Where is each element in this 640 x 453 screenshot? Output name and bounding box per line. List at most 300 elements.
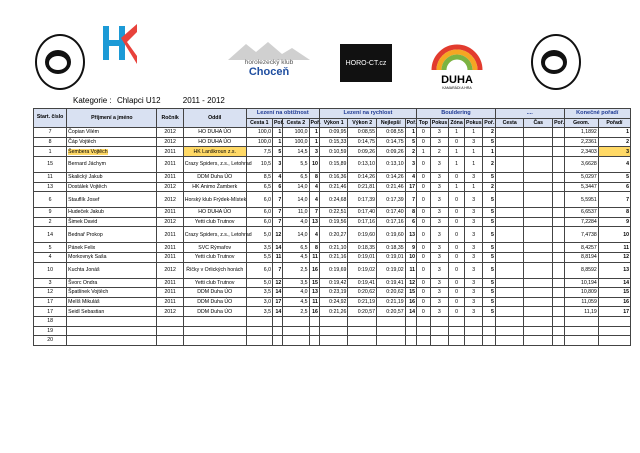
boulder-top-cell: 0 bbox=[417, 252, 431, 262]
speed-best-cell: 0:21,19 bbox=[377, 297, 406, 307]
monkey-logo-left bbox=[35, 34, 85, 90]
speed-run1-cell: 0:19,69 bbox=[319, 262, 348, 278]
year-cell: 2011 bbox=[157, 156, 183, 172]
boulder-top-attempts-cell: 3 bbox=[430, 172, 448, 182]
extra-time-cell bbox=[524, 208, 553, 218]
category-label: Kategorie : bbox=[73, 96, 112, 105]
horo-ct-logo bbox=[340, 44, 392, 82]
boulder-top-cell: 0 bbox=[417, 156, 431, 172]
start-cell: 9 bbox=[34, 208, 67, 218]
athlete-name: Hudeček Jakub bbox=[68, 209, 104, 216]
boulder-rank-cell: 5 bbox=[483, 278, 496, 288]
lead-route1-cell: 3,5 bbox=[246, 288, 272, 298]
table-row bbox=[34, 182, 631, 192]
start-cell: 18 bbox=[34, 316, 67, 326]
speed-rank-cell: 10 bbox=[405, 252, 416, 262]
lead-rank2-cell: 11 bbox=[309, 252, 319, 262]
boulder-top-cell: 0 bbox=[417, 208, 431, 218]
club-cell: HO DUHA ÚO bbox=[183, 137, 246, 147]
speed-run1-cell: 0:15,33 bbox=[319, 137, 348, 147]
col-club: Oddíl bbox=[183, 109, 246, 128]
speed-best-cell: 0:08,55 bbox=[377, 128, 406, 138]
speed-best-cell: 0:09,26 bbox=[377, 147, 406, 157]
boulder-zone-cell: 0 bbox=[449, 288, 465, 298]
speed-run2-cell: 0:20,57 bbox=[348, 307, 377, 317]
lead-route1-cell: 10,5 bbox=[246, 156, 272, 172]
boulder-top-cell: 0 bbox=[417, 278, 431, 288]
lead-route2-cell: 4,5 bbox=[283, 252, 309, 262]
lead-rank2-cell: 1 bbox=[309, 137, 319, 147]
final-order-cell: 9 bbox=[598, 217, 630, 227]
lead-route2-cell: 11,0 bbox=[283, 208, 309, 218]
lead-route1-cell: 3,0 bbox=[246, 297, 272, 307]
boulder-rank-cell bbox=[483, 326, 496, 336]
lead-route1-cell: 5,0 bbox=[246, 278, 272, 288]
speed-rank-cell: 7 bbox=[405, 192, 416, 208]
boulder-top-attempts-cell: 3 bbox=[430, 156, 448, 172]
boulder-zone-attempts-cell: 3 bbox=[465, 137, 483, 147]
speed-run1-cell: 0:24,92 bbox=[319, 297, 348, 307]
lead-route2-cell: 100,0 bbox=[283, 137, 309, 147]
start-cell: 15 bbox=[34, 156, 67, 172]
name-cell bbox=[67, 252, 157, 262]
lead-route2-cell: 4,0 bbox=[283, 217, 309, 227]
club-cell: DDM Duha ÚO bbox=[183, 307, 246, 317]
final-geom-cell: 11,059 bbox=[564, 297, 598, 307]
extra-route-cell bbox=[495, 243, 524, 253]
boulder-top-attempts-cell: 3 bbox=[430, 182, 448, 192]
speed-best-cell: 0:17,39 bbox=[377, 192, 406, 208]
hk-lanskroun-logo bbox=[97, 8, 141, 70]
lead-route1-cell: 100,0 bbox=[246, 137, 272, 147]
lead-route2-cell: 4,5 bbox=[283, 297, 309, 307]
final-geom-cell bbox=[564, 326, 598, 336]
extra-rank-cell bbox=[553, 307, 564, 317]
final-order-cell: 15 bbox=[598, 288, 630, 298]
boulder-zone-attempts-cell bbox=[465, 316, 483, 326]
speed-run2-cell: 0:20,62 bbox=[348, 288, 377, 298]
extra-rank-cell bbox=[553, 288, 564, 298]
boulder-zone-attempts-cell bbox=[465, 336, 483, 346]
club-cell: HO DUHA ÚO bbox=[183, 128, 246, 138]
final-order-cell: 8 bbox=[598, 208, 630, 218]
extra-time-cell bbox=[524, 288, 553, 298]
club-cell: Crazy Spiders, z.s., Letohrad bbox=[183, 227, 246, 243]
extra-time-cell bbox=[524, 336, 553, 346]
boulder-top-attempts-cell bbox=[430, 326, 448, 336]
boulder-zone-cell: 0 bbox=[449, 192, 465, 208]
extra-rank-cell bbox=[553, 316, 564, 326]
lead-rank1-cell: 4 bbox=[272, 172, 282, 182]
sub-c2: Cesta 2 bbox=[283, 118, 309, 128]
boulder-zone-cell bbox=[449, 336, 465, 346]
speed-run1-cell: 0:16,36 bbox=[319, 172, 348, 182]
final-geom-cell: 5,3447 bbox=[564, 182, 598, 192]
year-cell: 2011 bbox=[157, 278, 183, 288]
lead-route2-cell: 14,0 bbox=[283, 182, 309, 192]
extra-rank-cell bbox=[553, 297, 564, 307]
boulder-zone-attempts-cell: 1 bbox=[465, 156, 483, 172]
boulder-top-cell: 1 bbox=[417, 147, 431, 157]
extra-route-cell bbox=[495, 182, 524, 192]
extra-route-cell bbox=[495, 128, 524, 138]
lead-route1-cell: 7,5 bbox=[246, 147, 272, 157]
lead-route2-cell: 2,5 bbox=[283, 307, 309, 317]
lead-rank2-cell bbox=[309, 316, 319, 326]
speed-run2-cell: 0:21,19 bbox=[348, 297, 377, 307]
extra-time-cell bbox=[524, 326, 553, 336]
extra-route-cell bbox=[495, 288, 524, 298]
boulder-rank-cell: 5 bbox=[483, 137, 496, 147]
boulder-top-attempts-cell: 3 bbox=[430, 278, 448, 288]
table-row bbox=[34, 307, 631, 317]
lead-route1-cell: 8,5 bbox=[246, 172, 272, 182]
lead-route2-cell: 14,0 bbox=[283, 192, 309, 208]
speed-best-cell: 0:18,35 bbox=[377, 243, 406, 253]
speed-run2-cell: 0:17,40 bbox=[348, 208, 377, 218]
extra-time-cell bbox=[524, 182, 553, 192]
extra-time-cell bbox=[524, 147, 553, 157]
year-cell bbox=[157, 316, 183, 326]
boulder-zone-cell: 0 bbox=[449, 227, 465, 243]
boulder-rank-cell: 5 bbox=[483, 172, 496, 182]
extra-rank-cell bbox=[553, 278, 564, 288]
speed-run2-cell: 0:18,35 bbox=[348, 243, 377, 253]
lead-route2-cell: 14,0 bbox=[283, 227, 309, 243]
lead-rank1-cell: 12 bbox=[272, 278, 282, 288]
speed-best-cell: 0:17,40 bbox=[377, 208, 406, 218]
extra-rank-cell bbox=[553, 182, 564, 192]
category-years: 2011 - 2012 bbox=[182, 96, 225, 105]
lead-rank1-cell bbox=[272, 316, 282, 326]
sub-geom: Geom. bbox=[564, 118, 598, 128]
extra-route-cell bbox=[495, 252, 524, 262]
boulder-rank-cell bbox=[483, 316, 496, 326]
speed-run1-cell: 0:20,27 bbox=[319, 227, 348, 243]
speed-run1-cell: 0:19,56 bbox=[319, 217, 348, 227]
extra-rank-cell bbox=[553, 336, 564, 346]
club-cell: Horský klub Frýdek-Místek bbox=[183, 192, 246, 208]
boulder-rank-cell bbox=[483, 336, 496, 346]
final-geom-cell bbox=[564, 336, 598, 346]
final-geom-cell: 11,19 bbox=[564, 307, 598, 317]
sub-bp: Poř. bbox=[484, 119, 495, 126]
speed-run2-cell: 0:09,26 bbox=[348, 147, 377, 157]
speed-best-cell bbox=[377, 336, 406, 346]
extra-rank-cell bbox=[553, 243, 564, 253]
lead-rank2-cell: 15 bbox=[309, 278, 319, 288]
final-geom-cell: 7,4738 bbox=[564, 227, 598, 243]
final-order-cell: 11 bbox=[598, 243, 630, 253]
table-row bbox=[34, 147, 631, 157]
name-cell bbox=[67, 192, 157, 208]
group-lead: Lezení na obtížnost bbox=[246, 109, 319, 119]
start-cell: 3 bbox=[34, 278, 67, 288]
boulder-top-cell: 0 bbox=[417, 243, 431, 253]
lead-rank2-cell: 8 bbox=[309, 243, 319, 253]
sub-top: Top bbox=[417, 118, 431, 128]
name-cell bbox=[67, 336, 157, 346]
sub-pt: Pokus bbox=[431, 119, 448, 126]
sub-best: Nejlepší bbox=[377, 118, 406, 128]
boulder-rank-cell: 5 bbox=[483, 217, 496, 227]
extra-route-cell bbox=[495, 316, 524, 326]
final-order-cell: 5 bbox=[598, 172, 630, 182]
table-row bbox=[34, 172, 631, 182]
boulder-top-attempts-cell: 3 bbox=[430, 217, 448, 227]
club-cell bbox=[183, 326, 246, 336]
final-order-cell: 3 bbox=[598, 147, 630, 157]
sub-sp: Poř. bbox=[406, 119, 417, 126]
club-cell: Yetti club Trutnov bbox=[183, 217, 246, 227]
final-geom-cell: 8,8592 bbox=[564, 262, 598, 278]
name-cell bbox=[67, 227, 157, 243]
final-geom-cell: 5,0297 bbox=[564, 172, 598, 182]
horo-ct-text: HORO-CT.cz bbox=[345, 59, 387, 67]
boulder-top-attempts-cell: 3 bbox=[430, 252, 448, 262]
extra-route-cell bbox=[495, 307, 524, 317]
name-cell bbox=[67, 316, 157, 326]
boulder-zone-cell: 1 bbox=[449, 128, 465, 138]
club-cell: SVC Rýmařov bbox=[183, 243, 246, 253]
speed-run1-cell bbox=[319, 316, 348, 326]
extra-route-cell bbox=[495, 208, 524, 218]
start-cell: 10 bbox=[34, 262, 67, 278]
speed-rank-cell: 6 bbox=[405, 217, 416, 227]
start-cell: 2 bbox=[34, 217, 67, 227]
table-row bbox=[34, 288, 631, 298]
final-geom-cell: 10,194 bbox=[564, 278, 598, 288]
start-cell: 17 bbox=[34, 297, 67, 307]
boulder-rank-cell: 5 bbox=[483, 208, 496, 218]
table-row bbox=[34, 156, 631, 172]
table-row bbox=[34, 252, 631, 262]
lead-route2-cell: 5,5 bbox=[283, 156, 309, 172]
boulder-zone-cell bbox=[449, 316, 465, 326]
speed-rank-cell: 11 bbox=[405, 262, 416, 278]
boulder-top-cell: 0 bbox=[417, 217, 431, 227]
start-cell: 13 bbox=[34, 182, 67, 192]
speed-rank-cell: 12 bbox=[405, 278, 416, 288]
speed-run1-cell: 0:23,19 bbox=[319, 288, 348, 298]
extra-rank-cell bbox=[553, 156, 564, 172]
final-order-cell: 12 bbox=[598, 252, 630, 262]
athlete-name: Čopian Vilém bbox=[68, 129, 99, 136]
final-order-cell: 13 bbox=[598, 262, 630, 278]
boulder-top-cell: 0 bbox=[417, 262, 431, 278]
boulder-zone-attempts-cell: 3 bbox=[465, 288, 483, 298]
extra-rank-cell bbox=[553, 147, 564, 157]
speed-best-cell: 0:21,46 bbox=[377, 182, 406, 192]
sub-dp: Poř. bbox=[554, 119, 565, 126]
speed-best-cell: 0:17,16 bbox=[377, 217, 406, 227]
logo-strip bbox=[0, 0, 640, 95]
final-geom-cell: 8,4257 bbox=[564, 243, 598, 253]
boulder-zone-cell: 1 bbox=[449, 147, 465, 157]
extra-rank-cell bbox=[553, 192, 564, 208]
boulder-top-attempts-cell: 3 bbox=[430, 288, 448, 298]
name-cell bbox=[67, 208, 157, 218]
table-row bbox=[34, 137, 631, 147]
final-order-cell: 2 bbox=[598, 137, 630, 147]
lead-rank2-cell: 4 bbox=[309, 182, 319, 192]
athlete-name: Skalický Jakub bbox=[68, 174, 103, 181]
lead-route1-cell: 5,5 bbox=[246, 252, 272, 262]
extra-route-cell bbox=[495, 137, 524, 147]
start-cell: 7 bbox=[34, 128, 67, 138]
boulder-zone-cell: 0 bbox=[449, 217, 465, 227]
year-cell: 2011 bbox=[157, 208, 183, 218]
boulder-zone-attempts-cell: 1 bbox=[465, 147, 483, 157]
lead-rank1-cell: 14 bbox=[272, 288, 282, 298]
lead-rank2-cell: 4 bbox=[309, 192, 319, 208]
name-cell bbox=[67, 182, 157, 192]
boulder-top-attempts-cell: 3 bbox=[430, 262, 448, 278]
final-geom-cell: 8,8194 bbox=[564, 252, 598, 262]
speed-best-cell bbox=[377, 326, 406, 336]
lead-route2-cell: 100,0 bbox=[283, 128, 309, 138]
start-cell: 1 bbox=[34, 147, 67, 157]
extra-route-cell bbox=[495, 278, 524, 288]
boulder-zone-cell: 0 bbox=[449, 243, 465, 253]
final-geom-cell: 5,5951 bbox=[564, 192, 598, 208]
speed-rank-cell: 5 bbox=[405, 137, 416, 147]
boulder-rank-cell: 2 bbox=[483, 182, 496, 192]
boulder-zone-cell: 0 bbox=[449, 208, 465, 218]
year-cell: 2012 bbox=[157, 128, 183, 138]
athlete-name: Dostálek Vojtěch bbox=[68, 183, 107, 190]
name-cell bbox=[67, 156, 157, 172]
speed-best-cell bbox=[377, 316, 406, 326]
speed-rank-cell: 16 bbox=[405, 297, 416, 307]
name-cell bbox=[67, 137, 157, 147]
boulder-top-cell: 0 bbox=[417, 227, 431, 243]
final-geom-cell bbox=[564, 316, 598, 326]
boulder-top-cell: 0 bbox=[417, 297, 431, 307]
extra-route-cell bbox=[495, 297, 524, 307]
extra-time-cell bbox=[524, 316, 553, 326]
boulder-rank-cell: 5 bbox=[483, 288, 496, 298]
start-cell: 5 bbox=[34, 243, 67, 253]
year-cell: 2012 bbox=[157, 192, 183, 208]
final-geom-cell: 7,2284 bbox=[564, 217, 598, 227]
table-row bbox=[34, 227, 631, 243]
lead-rank1-cell: 14 bbox=[272, 243, 282, 253]
table-row bbox=[34, 208, 631, 218]
boulder-top-attempts-cell: 3 bbox=[430, 128, 448, 138]
athlete-name: Švorc Ondra bbox=[68, 279, 98, 286]
lead-route1-cell: 6,0 bbox=[246, 192, 272, 208]
athlete-name: Kuchta Jonáš bbox=[68, 267, 100, 274]
lead-route2-cell: 4,0 bbox=[283, 288, 309, 298]
extra-rank-cell bbox=[553, 172, 564, 182]
final-order-cell: 7 bbox=[598, 192, 630, 208]
name-cell bbox=[67, 128, 157, 138]
club-cell bbox=[183, 336, 246, 346]
boulder-top-cell: 0 bbox=[417, 172, 431, 182]
extra-rank-cell bbox=[553, 227, 564, 243]
final-order-cell bbox=[598, 316, 630, 326]
extra-route-cell bbox=[495, 227, 524, 243]
lead-rank2-cell: 10 bbox=[309, 156, 319, 172]
lead-rank2-cell: 13 bbox=[309, 217, 319, 227]
lead-route2-cell: 6,5 bbox=[283, 172, 309, 182]
start-cell: 19 bbox=[34, 326, 67, 336]
start-cell: 11 bbox=[34, 172, 67, 182]
boulder-zone-attempts-cell: 3 bbox=[465, 307, 483, 317]
speed-best-cell: 0:19,41 bbox=[377, 278, 406, 288]
athlete-name: Bednař Prokop bbox=[68, 231, 103, 238]
final-geom-cell: 6,6537 bbox=[564, 208, 598, 218]
boulder-zone-cell: 0 bbox=[449, 172, 465, 182]
duha-subtitle: KAMARÁDI A HRA bbox=[442, 86, 472, 90]
sub-pz: Pokus bbox=[466, 119, 482, 126]
sub-order: Pořadí bbox=[598, 118, 630, 128]
start-cell: 12 bbox=[34, 288, 67, 298]
boulder-rank-cell: 5 bbox=[483, 252, 496, 262]
empty-row bbox=[34, 316, 631, 326]
boulder-top-cell: 0 bbox=[417, 137, 431, 147]
club-cell: HK Lanškroun z.s. bbox=[183, 147, 246, 157]
extra-route-cell bbox=[495, 156, 524, 172]
extra-route-cell bbox=[495, 147, 524, 157]
lead-rank1-cell: 5 bbox=[272, 147, 282, 157]
club-cell: Crazy Spiders, z.s., Letohrad bbox=[183, 156, 246, 172]
speed-rank-cell: 15 bbox=[405, 288, 416, 298]
boulder-zone-attempts-cell: 3 bbox=[465, 217, 483, 227]
boulder-zone-attempts-cell: 3 bbox=[465, 278, 483, 288]
speed-best-cell: 0:19,01 bbox=[377, 252, 406, 262]
speed-run1-cell bbox=[319, 326, 348, 336]
col-start: Start. číslo bbox=[34, 109, 67, 128]
lead-rank1-cell: 7 bbox=[272, 262, 282, 278]
lead-route1-cell: 6,5 bbox=[246, 182, 272, 192]
speed-run2-cell: 0:19,41 bbox=[348, 278, 377, 288]
lead-rank2-cell: 4 bbox=[309, 227, 319, 243]
lead-rank1-cell: 3 bbox=[272, 156, 282, 172]
empty-row bbox=[34, 336, 631, 346]
final-order-cell: 1 bbox=[598, 128, 630, 138]
table-row bbox=[34, 243, 631, 253]
table-row bbox=[34, 297, 631, 307]
speed-run1-cell: 0:19,42 bbox=[319, 278, 348, 288]
boulder-top-attempts-cell: 3 bbox=[430, 208, 448, 218]
name-cell bbox=[67, 172, 157, 182]
boulder-rank-cell: 5 bbox=[483, 227, 496, 243]
extra-time-cell bbox=[524, 156, 553, 172]
athlete-name: Bernard Jáchym bbox=[68, 161, 106, 168]
club-cell: DDM Duha ÚO bbox=[183, 297, 246, 307]
boulder-top-cell bbox=[417, 336, 431, 346]
boulder-top-attempts-cell bbox=[430, 316, 448, 326]
boulder-rank-cell: 5 bbox=[483, 192, 496, 208]
year-cell: 2012 bbox=[157, 262, 183, 278]
boulder-zone-cell: 0 bbox=[449, 307, 465, 317]
extra-time-cell bbox=[524, 252, 553, 262]
lead-route2-cell: 3,5 bbox=[283, 278, 309, 288]
year-cell: 2011 bbox=[157, 227, 183, 243]
boulder-top-attempts-cell: 3 bbox=[430, 227, 448, 243]
lead-rank2-cell: 3 bbox=[309, 147, 319, 157]
lead-rank2-cell bbox=[309, 336, 319, 346]
speed-rank-cell bbox=[405, 326, 416, 336]
club-cell: DDM Duha ÚO bbox=[183, 172, 246, 182]
final-order-cell: 6 bbox=[598, 182, 630, 192]
speed-best-cell: 0:13,10 bbox=[377, 156, 406, 172]
speed-run2-cell: 0:19,60 bbox=[348, 227, 377, 243]
club-cell: Yetti club Trutnov bbox=[183, 252, 246, 262]
lead-route1-cell: 6,0 bbox=[246, 208, 272, 218]
